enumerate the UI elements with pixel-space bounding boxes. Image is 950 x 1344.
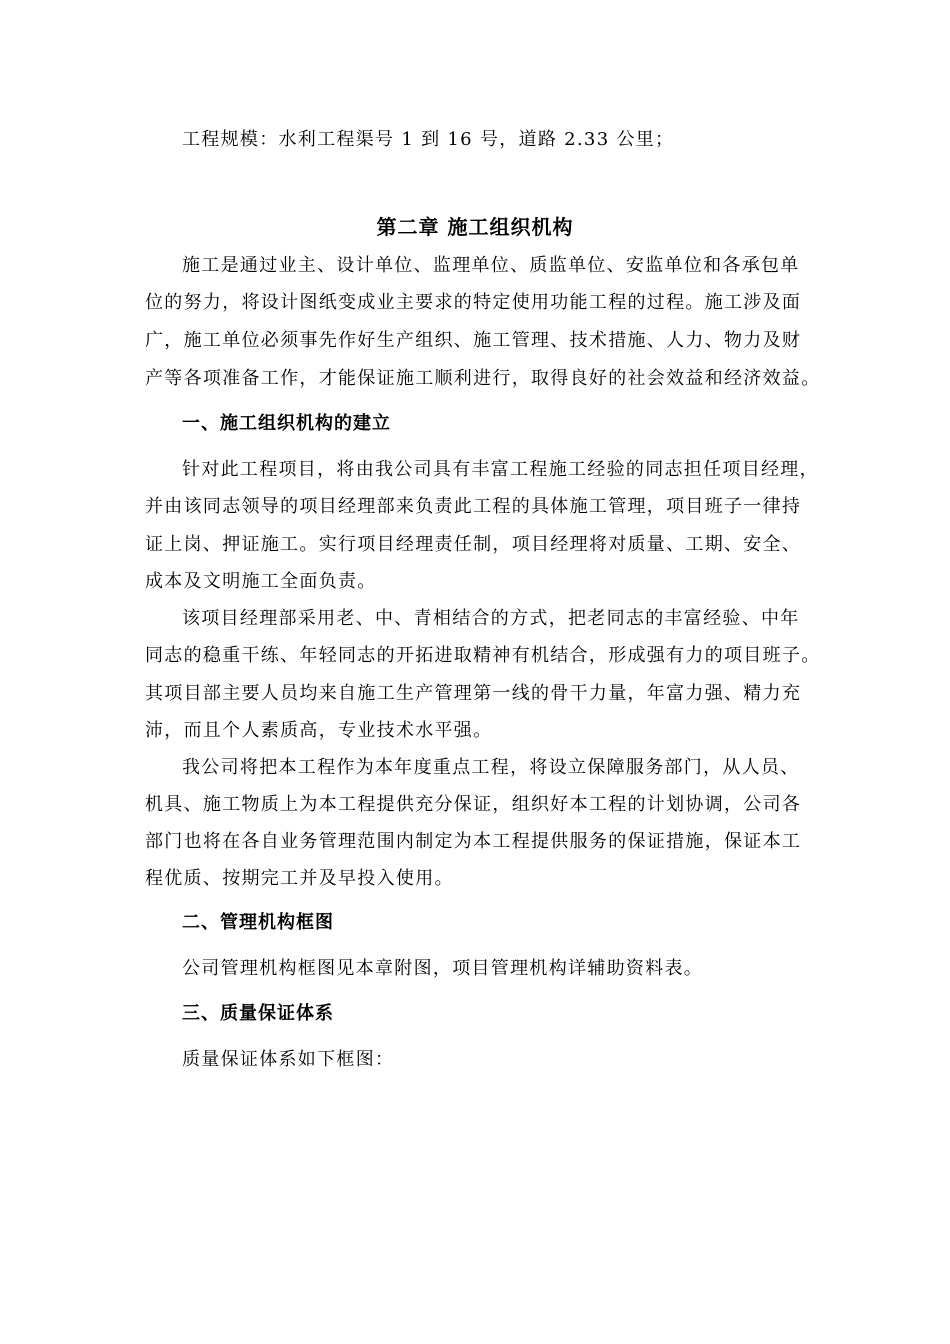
s1-p1-line-1: 针对此工程项目，将由我公司具有丰富工程施工经验的同志担任项目经理， [182, 459, 819, 480]
s1-p2-line-3: 其项目部主要人员均来自施工生产管理第一线的骨干力量，年富力强、精力充 [145, 683, 802, 704]
intro-line-2: 位的努力，将设计图纸变成业主要求的特定使用功能工程的过程。施工涉及面 [145, 292, 802, 313]
section3-heading: 三、质量保证体系 [182, 1003, 334, 1024]
s1-p2-line-4: 沛，而且个人素质高，专业技术水平强。 [145, 720, 493, 741]
section1-heading: 一、施工组织机构的建立 [182, 413, 391, 434]
s1-p3-line-3: 部门也将在各自业务管理范围内制定为本工程提供服务的保证措施，保证本工 [145, 831, 802, 852]
chapter-title: 第二章 施工组织机构 [376, 215, 574, 239]
intro-line-1: 施工是通过业主、设计单位、监理单位、质监单位、安监单位和各承包单 [182, 255, 800, 276]
s1-p3-line-2: 机具、施工物质上为本工程提供充分保证，组织好本工程的计划协调，公司各 [145, 794, 802, 815]
s1-p1-line-4: 成本及文明施工全面负责。 [145, 571, 377, 592]
section3-text: 质量保证体系如下框图： [182, 1049, 395, 1070]
section2-text: 公司管理机构框图见本章附图，项目管理机构详辅助资料表。 [182, 958, 704, 979]
intro-line-4: 产等各项准备工作，才能保证施工顺利进行，取得良好的社会效益和经济效益。 [145, 368, 821, 389]
intro-line-3: 广，施工单位必须事先作好生产组织、施工管理、技术措施、人力、物力及财 [145, 330, 802, 351]
section2-heading: 二、管理机构框图 [182, 912, 334, 933]
project-scale-line: 工程规模：水利工程渠号 1 到 16 号，道路 2.33 公里； [182, 129, 675, 150]
s1-p3-line-4: 程优质、按期完工并及早投入使用。 [145, 868, 454, 889]
s1-p1-line-3: 证上岗、押证施工。实行项目经理责任制，项目经理将对质量、工期、安全、 [145, 534, 802, 555]
s1-p3-line-1: 我公司将把本工程作为本年度重点工程，将设立保障服务部门，从人员、 [182, 757, 800, 778]
s1-p2-line-1: 该项目经理部采用老、中、青相结合的方式，把老同志的丰富经验、中年 [182, 608, 800, 629]
s1-p2-line-2: 同志的稳重干练、年轻同志的开拓进取精神有机结合，形成强有力的项目班子。 [145, 645, 821, 666]
s1-p1-line-2: 并由该同志领导的项目经理部来负责此工程的具体施工管理，项目班子一律持 [145, 496, 802, 517]
